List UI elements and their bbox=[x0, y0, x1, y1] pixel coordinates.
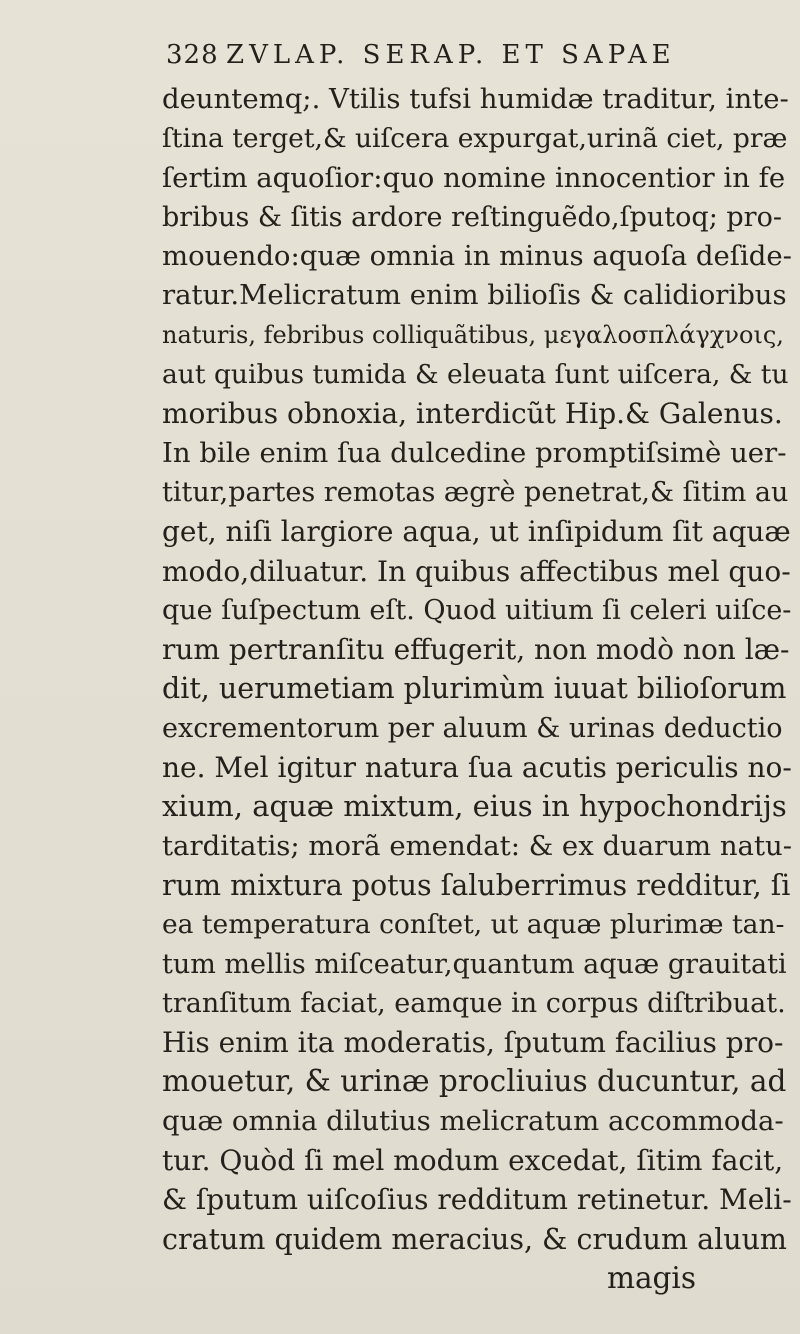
text-line: que ſuſpectum eſt. Quod uitium ſi celeri uiſce- bbox=[162, 594, 792, 626]
text-line: mouendo:quæ omnia in minus aquoſa deſide- bbox=[162, 240, 792, 273]
text-line: ne. Mel igitur natura ſua acutis periculis no- bbox=[162, 751, 792, 785]
text-line: dit, uerumetiam plurimùm iuuat bilioſorum bbox=[162, 672, 787, 706]
text-line: mouetur, & urinæ procliuius ducuntur, ad bbox=[162, 1064, 787, 1099]
text-line: rum mixtura potus ſaluberrimus redditur, ſi bbox=[162, 868, 791, 902]
text-line: & ſputum uiſcoſius redditum retinetur. Meli- bbox=[162, 1183, 792, 1217]
text-line: aut quibus tumida & eleuata ſunt uiſcera, & tu bbox=[162, 359, 789, 391]
text-line: tarditatis; morã emendat: & ex duarum natu- bbox=[162, 829, 792, 862]
catchword: magis bbox=[606, 1260, 696, 1295]
text-line: His enim ita moderatis, ſputum facilius pro- bbox=[162, 1026, 784, 1060]
page-number: 328 bbox=[166, 40, 219, 70]
text-line: ea temperatura conſtet, ut aquæ plurimæ tan- bbox=[162, 909, 785, 941]
text-line: titur,partes remotas ægrè penetrat,& ſitim au bbox=[162, 476, 789, 508]
text-line: rum pertranſitu effugerit, non modò non læ- bbox=[162, 633, 790, 667]
text-line: moribus obnoxia, interdicũt Hip.& Galenus. bbox=[162, 397, 783, 431]
text-line: deuntemq;. Vtilis tufsi humidæ traditur, inte- bbox=[162, 83, 789, 115]
text-line: ratur.Melicratum enim bilioſis & calidioribus bbox=[162, 279, 787, 312]
text-line: tum mellis miſceatur,quantum aquæ grauitati bbox=[162, 948, 787, 980]
text-line: get, niſi largiore aqua, ut inſipidum ſit aquæ bbox=[162, 515, 791, 549]
running-head: ZVLAP. SERAP. ET SAPAE bbox=[226, 40, 676, 70]
text-line: tur. Quòd ſi mel modum excedat, ſitim facit, bbox=[162, 1144, 784, 1178]
page-header bbox=[166, 40, 766, 80]
text-line: ſtina terget,& uiſcera expurgat,urinã ciet, præ bbox=[162, 123, 788, 155]
text-line: quæ omnia dilutius melicratum accommoda- bbox=[162, 1104, 784, 1137]
text-line: xium, aquæ mixtum, eius in hypochondrijs bbox=[162, 789, 787, 824]
text-line: modo,diluatur. In quibus affectibus mel quo- bbox=[162, 554, 791, 588]
text-line: cratum quidem meracius, & crudum aluum bbox=[162, 1222, 787, 1256]
text-line: In bile enim ſua dulcedine promptiſsimè uer- bbox=[162, 436, 787, 469]
text-line: bribus & ſitis ardore reſtinguẽdo,ſputoq; pro- bbox=[162, 201, 782, 233]
text-line: tranſitum faciat, eamque in corpus diſtribuat. bbox=[162, 987, 786, 1019]
text-line: ſertim aquoſior:quo nomine innocentior in fe bbox=[162, 161, 786, 194]
body-text bbox=[162, 80, 792, 1298]
text-line: excrementorum per aluum & urinas deductio bbox=[162, 712, 783, 744]
text-line: naturis, febribus colliquãtibus, μεγαλοσπλάγχνοις, bbox=[162, 320, 784, 349]
